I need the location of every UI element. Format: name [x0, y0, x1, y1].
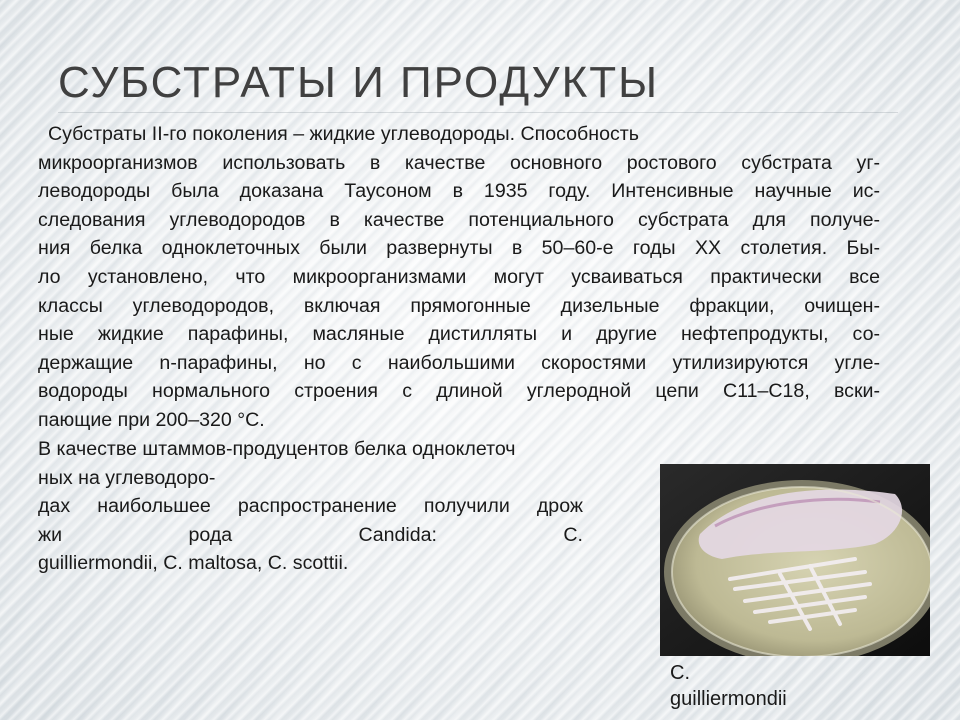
photo-caption	[670, 660, 787, 712]
text-line: guilliermondii, C. maltosa, C. scottii.	[38, 552, 349, 575]
text-line: В качестве штаммов-продуцентов белка одноклеточ	[38, 438, 516, 460]
paragraph-producers	[38, 435, 583, 578]
text-line: ло установлено, что микроорганизмами могут усваиваться практически все	[38, 265, 880, 288]
petri-dish-photo	[660, 464, 930, 656]
text-line: ния белка одноклеточных были развернуты в 50–60-е годы XX столетия. Бы-	[38, 237, 880, 260]
text-line: ные жидкие парафины, масляные дистилляты и другие нефтепродукты, со-	[38, 323, 880, 346]
title-divider	[58, 112, 898, 113]
text-line: Субстраты II-го поколения – жидкие углеводороды. Способность	[48, 123, 639, 145]
text-line: следования углеводородов в качестве потенциального субстрата для получе-	[38, 208, 880, 231]
caption-line: guilliermondii	[670, 688, 787, 710]
text-line: дах наибольшее распространение получили дрож	[38, 495, 583, 518]
petri-dish-image	[660, 464, 930, 656]
text-line: держащие n-парафины, но с наибольшими скоростями утилизируются угле-	[38, 351, 880, 374]
text-line: водороды нормального строения с длиной углеродной цепи С11–С18, вски-	[38, 380, 880, 403]
text-line: классы углеводородов, включая прямогонные дизельные фракции, очищен-	[38, 294, 880, 317]
text-line: пающие при 200–320 °С.	[38, 408, 265, 431]
slide-title: СУБСТРАТЫ И ПРОДУКТЫ	[58, 58, 660, 107]
text-line: ных на углеводоро-	[38, 466, 216, 489]
paragraph-substrates	[38, 120, 880, 435]
text-line: жи рода Candida: C.	[38, 523, 583, 546]
text-line: леводороды была доказана Таусоном в 1935 году. Интенсивные научные ис-	[38, 180, 880, 203]
caption-line: C.	[670, 662, 690, 684]
text-line: микроорганизмов использовать в качестве основного ростового субстрата уг-	[38, 151, 880, 174]
